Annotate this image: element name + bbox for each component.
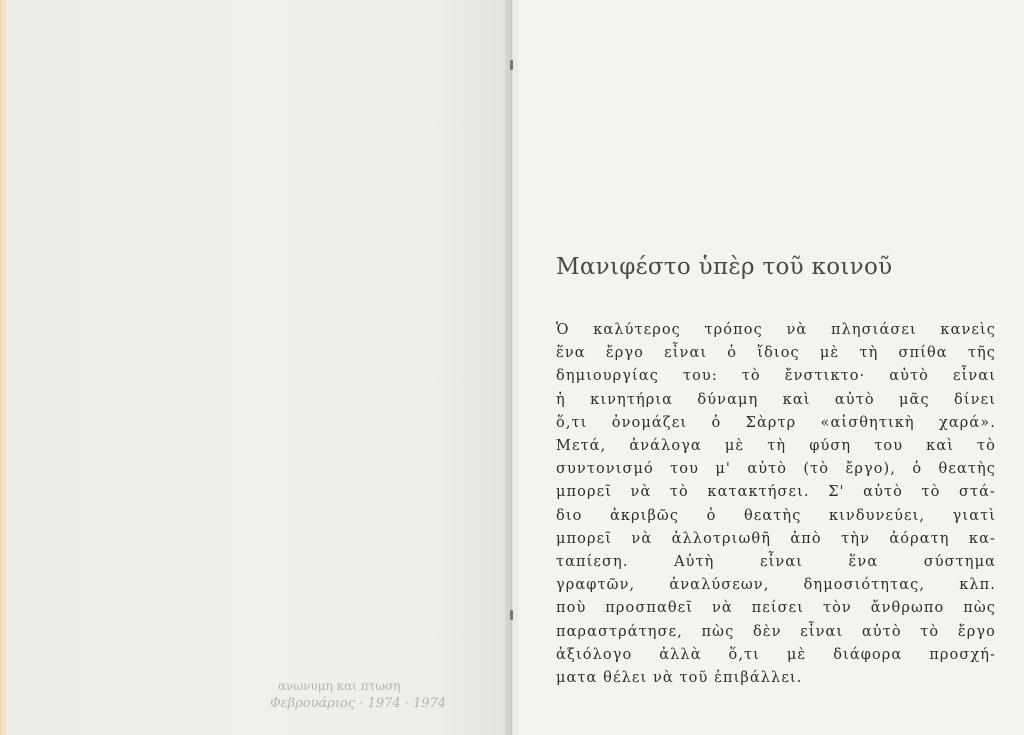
text-line: παραστράτησε, πὼς δὲν εἶναι αὐτὸ τὸ ἔργο [556,623,996,640]
text-line: μπορεῖ νὰ τὸ κατακτήσει. Σ' αὐτὸ τὸ στά- [556,484,996,501]
text-line: ποὺ προσπαθεῖ νὰ πείσει τὸν ἄνθρωπο πὼς [556,600,996,617]
text-line: ἀξιόλογο ἀλλὰ ὅ,τι μὲ διάφορα προσχή- [556,646,996,663]
body-paragraph [556,319,996,690]
text-line: δημιουργίας του: τὸ ἔνστικτο· αὐτὸ εἶναι [556,368,996,385]
text-line: Ὁ καλύτερος τρόπος νὰ πλησιάσει κανεὶς [556,322,996,338]
text-line: διο ἀκριβῶς ὁ θεατὴς κινδυνεύει, γιατὶ [556,507,996,524]
text-line: ματα θέλει νὰ τοῦ ἐπιβάλλει. [556,670,803,687]
text-line: Μετά, ἀνάλογα μὲ τὴ φύση του καὶ τὸ [556,438,996,455]
page-title: Μανιφέστο ὑπὲρ τοῦ κοινοῦ [556,254,893,280]
text-line: ἡ κινητήρια δύναμη καὶ αὐτὸ μᾶς δίνει [556,391,996,408]
bleed-line-1: ανωνυμη και πτωση [278,679,401,693]
text-line: μπορεῖ νὰ ἀλλοτριωθῆ ἀπὸ τὴν ἀόρατη κα- [556,530,996,547]
bleed-line-2: Φεβρουάριος · 1974 · 1974 [270,696,447,711]
text-line: γραφτῶν, ἀναλύσεων, δημοσιότητας, κλπ. [556,577,996,594]
text-line: συντονισμό του μ' αὐτὸ (τὸ ἔργο), ὁ θεατὴς [556,461,996,478]
page-edge [0,0,8,735]
staple-top [510,60,513,70]
text-line: ἕνα ἔργο εἶναι ὁ ἴδιος μὲ τὴ σπίθα τῆς [556,345,996,362]
text-line: ταπίεση. Αὐτὴ εἶναι ἕνα σύστημα [556,554,996,571]
staple-bottom [510,610,513,620]
text-line: ὅ,τι ὀνομάζει ὁ Σὰρτρ «αἰσθητικὴ χαρά». [556,414,996,431]
book-gutter [505,0,519,735]
bleed-through-text [270,678,500,712]
